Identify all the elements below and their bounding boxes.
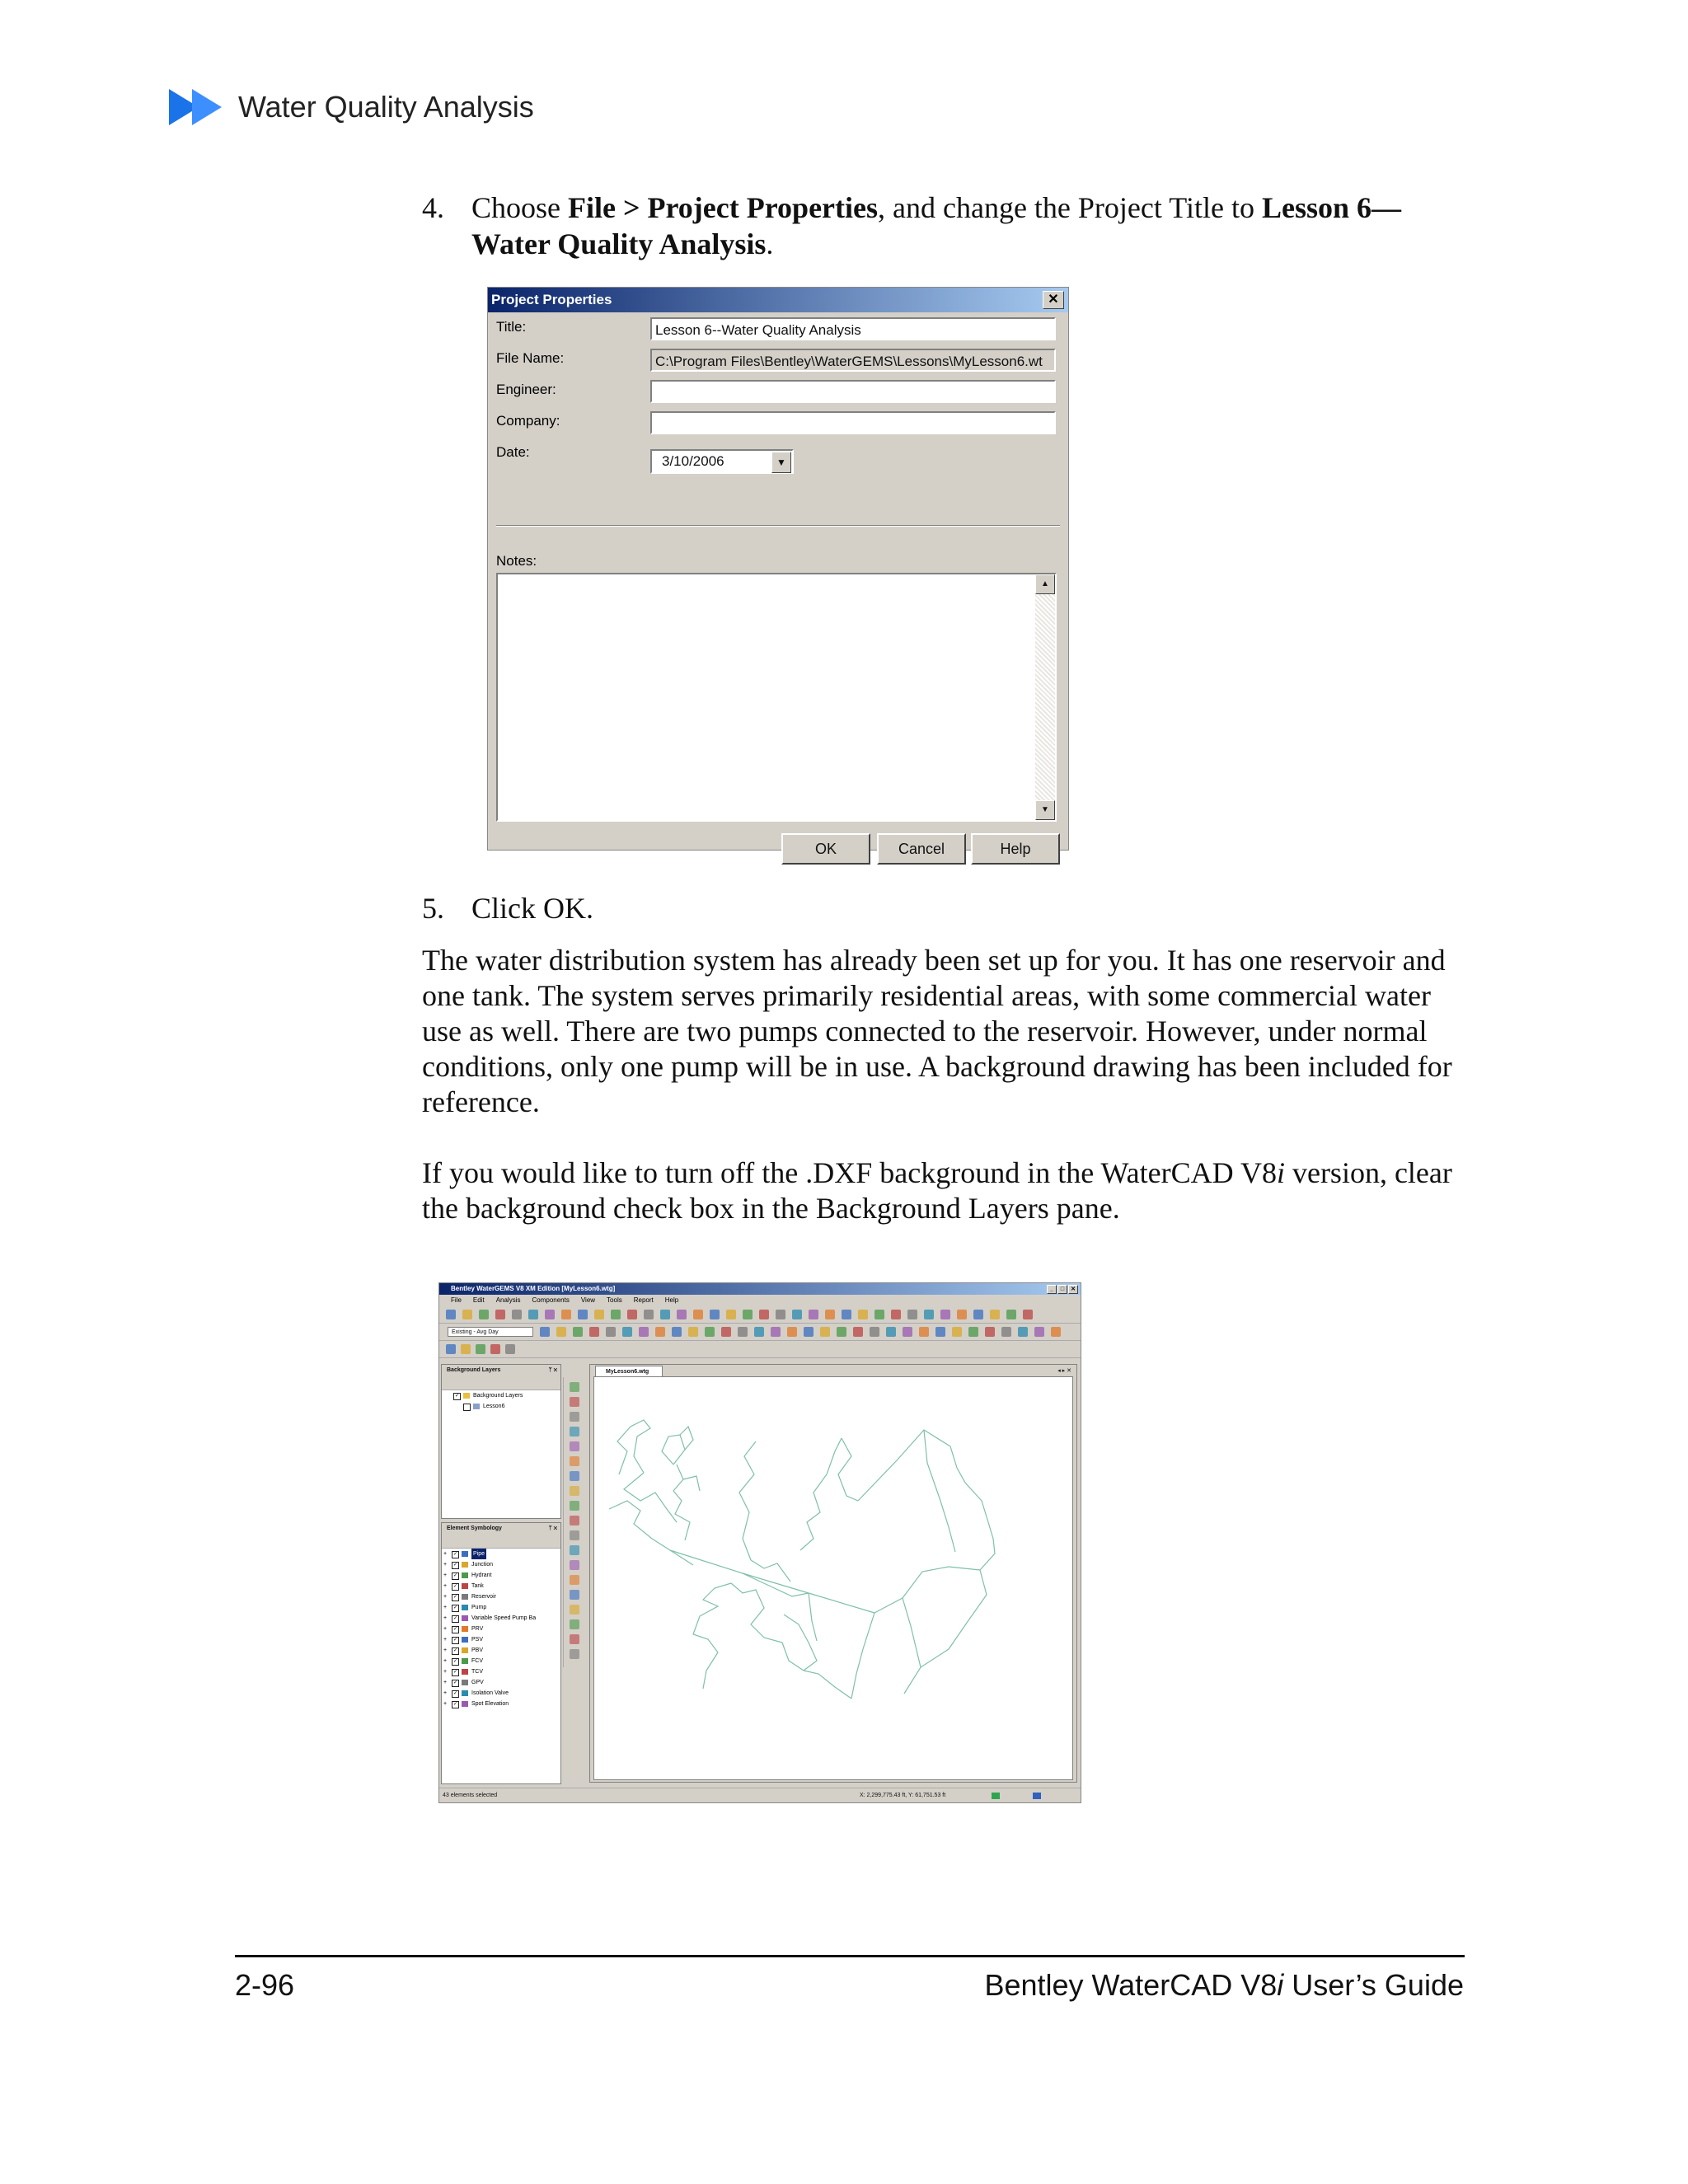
toolbar-button-icon[interactable] [688, 1327, 698, 1337]
symbology-item[interactable] [442, 1602, 560, 1613]
cancel-button[interactable]: Cancel [877, 833, 966, 865]
date-picker[interactable] [650, 449, 794, 474]
step-text-part: , and change the Project Title to [878, 191, 1262, 224]
checkbox[interactable]: ✓ [452, 1552, 458, 1557]
toolbar-button-icon[interactable] [545, 1310, 555, 1319]
guide-title-italic: i [1277, 1968, 1284, 2002]
expand-icon[interactable]: + [443, 1669, 448, 1675]
expand-icon[interactable]: + [443, 1701, 448, 1707]
menu-item-analysis[interactable]: Analysis [495, 1296, 521, 1304]
symbology-label: Isolation Valve [471, 1690, 509, 1696]
toolbar-button-icon[interactable] [556, 1327, 566, 1337]
menu-item-file[interactable]: File [451, 1296, 462, 1304]
pane-header [442, 1523, 560, 1535]
folder-icon [463, 1393, 470, 1399]
expand-icon[interactable]: + [443, 1680, 448, 1685]
scenario-select[interactable]: Existing - Avg Day [448, 1327, 533, 1337]
paragraph-italic: i [1276, 1156, 1285, 1189]
toolbar-button-icon[interactable] [919, 1327, 929, 1337]
expand-icon[interactable]: + [443, 1626, 448, 1632]
layout-tool-icon[interactable] [570, 1575, 579, 1585]
pin-close-icon[interactable]: ᛘ ✕ [548, 1526, 557, 1531]
symbology-label: PRV [471, 1626, 484, 1632]
layout-tool-icon[interactable] [570, 1605, 579, 1615]
toolbar-button-icon[interactable] [891, 1310, 901, 1319]
pipe-segment [662, 1435, 685, 1465]
project-title-value: Lesson 6—Water Quality Analysis [471, 191, 1401, 260]
pipe-segment [874, 1567, 980, 1613]
step-text [471, 190, 1477, 262]
checkbox[interactable]: ✓ [452, 1627, 458, 1632]
toolbar-button-icon[interactable] [495, 1310, 505, 1319]
footer-rule [235, 1955, 1465, 1957]
status-selection: 43 elements selected [443, 1793, 498, 1798]
pipe-segment [751, 1560, 790, 1582]
tree-label: Background Layers [473, 1393, 523, 1399]
symbology-label: Hydrant [471, 1572, 492, 1578]
step-number: 5. [422, 892, 444, 925]
title-field[interactable]: Lesson 6--Water Quality Analysis [650, 317, 1056, 340]
pipe-segment [903, 1598, 921, 1667]
symbology-label: Reservoir [471, 1594, 496, 1600]
toolbar-button-icon[interactable] [594, 1310, 604, 1319]
page-header [169, 87, 534, 128]
notes-scrollbar[interactable] [1035, 574, 1055, 820]
guide-title [984, 1968, 1464, 2003]
chevron-down-icon[interactable]: ▼ [771, 452, 791, 473]
toolbar-button-icon[interactable] [693, 1310, 703, 1319]
symbology-label: Variable Speed Pump Ba [471, 1615, 537, 1621]
checkbox[interactable]: ✓ [452, 1616, 458, 1621]
engineer-label: Engineer: [496, 382, 556, 397]
document-nav[interactable]: ◂ ▸ ✕ [1057, 1368, 1071, 1374]
expand-icon[interactable]: + [443, 1572, 448, 1578]
toolbar-button-icon[interactable] [907, 1310, 917, 1319]
checkbox[interactable]: ✓ [452, 1638, 458, 1643]
minimize-icon[interactable]: _ [1047, 1285, 1057, 1294]
element-type-icon [462, 1562, 468, 1568]
toolbar-button-icon[interactable] [1023, 1310, 1033, 1319]
checkbox[interactable]: ✓ [452, 1680, 458, 1685]
menu-bar [439, 1295, 1081, 1306]
toolbar-button-icon[interactable] [672, 1327, 682, 1337]
checkbox[interactable]: ✓ [452, 1648, 458, 1653]
expand-icon[interactable]: + [443, 1583, 448, 1589]
tree-label: Lesson6 [483, 1404, 505, 1409]
toolbar-button-icon[interactable] [589, 1327, 599, 1337]
toolbar-button-icon[interactable] [1034, 1327, 1044, 1337]
toolbar-button-icon[interactable] [578, 1310, 588, 1319]
element-type-icon [462, 1572, 468, 1578]
notes-textarea[interactable] [496, 573, 1057, 822]
checkbox[interactable]: ✓ [452, 1573, 458, 1578]
layout-tool-icon[interactable] [570, 1427, 579, 1436]
body-paragraph: The water distribution system has already been set up for you. It has one reservoir and one tank. The system serves primarily residential areas, with some commercial water use as well. There are two pumps connected to the reservoir. However, under normal conditions, only one pump will be in use. A background drawing has been included for reference. [422, 944, 1452, 1118]
close-button[interactable]: ✕ [1043, 291, 1064, 309]
element-type-icon [462, 1637, 468, 1643]
toolbar-button-icon[interactable] [606, 1327, 616, 1337]
menu-item-edit[interactable]: Edit [472, 1296, 485, 1304]
pane-header [442, 1365, 560, 1376]
toolbar-button-icon[interactable] [842, 1310, 851, 1319]
pipe-segment [670, 1550, 874, 1613]
symbology-list [442, 1549, 560, 1709]
toolbar-button-icon[interactable] [644, 1310, 654, 1319]
layout-tool-icon[interactable] [570, 1397, 579, 1407]
toolbar-button-icon[interactable] [825, 1310, 835, 1319]
symbology-item[interactable] [442, 1559, 560, 1570]
element-symbology-pane [441, 1522, 561, 1784]
toolbar-button-icon[interactable] [973, 1310, 983, 1319]
pipe-segment [838, 1438, 858, 1501]
body-paragraph-background [422, 1155, 1469, 1226]
symbology-item[interactable] [442, 1570, 560, 1581]
toolbar-button-icon[interactable] [886, 1327, 896, 1337]
toolbar-button-icon[interactable] [639, 1327, 649, 1337]
checkbox[interactable]: ✓ [452, 1605, 458, 1610]
page-number: 2-96 [235, 1968, 295, 2002]
company-field[interactable] [650, 411, 1056, 434]
toolbar-button-icon[interactable] [660, 1310, 670, 1319]
toolbar-button-icon[interactable] [870, 1327, 879, 1337]
toolbar-2 [439, 1324, 1081, 1341]
pane-toolbar [442, 1535, 560, 1549]
pipe-segment [851, 1613, 874, 1699]
expand-icon[interactable]: + [443, 1562, 448, 1568]
element-type-icon [462, 1594, 468, 1600]
toolbar-button-icon[interactable] [990, 1310, 1000, 1319]
toolbar-button-icon[interactable] [1006, 1310, 1016, 1319]
pane-title: Element Symbology [447, 1526, 502, 1531]
layout-tool-icon[interactable] [570, 1560, 579, 1570]
element-type-icon [462, 1626, 468, 1632]
toolbar-button-icon[interactable] [940, 1310, 950, 1319]
background-layers-pane [441, 1364, 561, 1519]
checkbox[interactable] [463, 1404, 471, 1411]
element-type-icon [462, 1605, 468, 1610]
layout-tool-icon[interactable] [570, 1619, 579, 1629]
double-chevron-icon [169, 89, 223, 125]
toolbar-button-icon[interactable] [446, 1344, 456, 1354]
layout-tool-icon[interactable] [570, 1634, 579, 1644]
toolbar-button-icon[interactable] [776, 1310, 785, 1319]
layout-tool-icon[interactable] [570, 1441, 579, 1451]
toolbar-button-icon[interactable] [743, 1310, 753, 1319]
pipe-network [609, 1420, 995, 1699]
symbology-label: Pipe [471, 1549, 486, 1559]
date-label: Date: [496, 444, 530, 460]
pin-close-icon[interactable]: ᛘ ✕ [548, 1367, 557, 1373]
file-name-label: File Name: [496, 350, 565, 366]
section-title: Water Quality Analysis [238, 90, 534, 124]
element-type-icon [462, 1583, 468, 1589]
step-number: 4. [422, 191, 444, 224]
toolbar-button-icon[interactable] [985, 1327, 995, 1337]
toolbar-1 [439, 1306, 1081, 1324]
dialog-title: Project Properties [491, 292, 612, 307]
title-label: Title: [496, 319, 527, 335]
layout-tool-icon[interactable] [570, 1382, 579, 1392]
toolbar-button-icon[interactable] [561, 1310, 571, 1319]
element-type-icon [462, 1615, 468, 1621]
layer-icon [473, 1404, 480, 1409]
dialog-titlebar [488, 288, 1068, 312]
toolbar-button-icon[interactable] [759, 1310, 769, 1319]
toolbar-button-icon[interactable] [655, 1327, 665, 1337]
symbology-item[interactable] [442, 1581, 560, 1591]
element-type-icon [462, 1690, 468, 1696]
project-properties-dialog [487, 287, 1069, 857]
toolbar-button-icon[interactable] [627, 1310, 637, 1319]
toolbar-button-icon[interactable] [837, 1327, 846, 1337]
symbology-label: Tank [471, 1583, 484, 1589]
pipe-segment [809, 1593, 817, 1641]
checkbox[interactable]: ✓ [452, 1563, 458, 1568]
layout-tool-icon[interactable] [570, 1486, 579, 1496]
toolbar-button-icon[interactable] [1018, 1327, 1028, 1337]
menu-item-view[interactable]: View [580, 1296, 596, 1304]
expand-icon[interactable]: + [443, 1551, 448, 1557]
toolbar-button-icon[interactable] [792, 1310, 802, 1319]
layout-toolbar [563, 1377, 585, 1667]
toolbar-button-icon[interactable] [705, 1327, 715, 1337]
app-titlebar [439, 1283, 1081, 1295]
expand-icon[interactable]: + [443, 1647, 448, 1653]
engineer-field[interactable] [650, 380, 1056, 403]
toolbar-button-icon[interactable] [853, 1327, 863, 1337]
pipe-segment [800, 1438, 842, 1550]
element-type-icon [462, 1647, 468, 1653]
pipe-segment [683, 1476, 700, 1491]
toolbar-button-icon[interactable] [858, 1310, 868, 1319]
symbology-item[interactable] [442, 1677, 560, 1688]
toolbar-button-icon[interactable] [903, 1327, 912, 1337]
window-controls [1047, 1285, 1078, 1294]
menu-path: File > Project Properties [568, 191, 879, 224]
menu-item-report[interactable]: Report [633, 1296, 654, 1304]
pipe-segment [693, 1583, 731, 1689]
symbology-label: Spot Elevation [471, 1701, 509, 1707]
symbology-label: Pump [471, 1605, 487, 1610]
symbology-label: Junction [471, 1562, 494, 1568]
pipe-segment [739, 1441, 756, 1560]
symbology-item[interactable] [442, 1634, 560, 1645]
toolbar-button-icon[interactable] [1051, 1327, 1061, 1337]
symbology-label: TCV [471, 1669, 483, 1675]
toolbar-button-icon[interactable] [476, 1344, 485, 1354]
layout-tool-icon[interactable] [570, 1590, 579, 1600]
toolbar-3 [439, 1341, 1081, 1358]
guide-title-text: User’s Guide [1283, 1968, 1464, 2002]
symbology-item[interactable] [442, 1613, 560, 1624]
maximize-icon[interactable]: □ [1057, 1285, 1067, 1294]
document-tab[interactable]: MyLesson6.wtg [595, 1366, 663, 1377]
symbology-label: PBV [471, 1647, 484, 1653]
toolbar-button-icon[interactable] [505, 1344, 515, 1354]
expand-icon[interactable]: + [443, 1690, 448, 1696]
watergems-screenshot [438, 1282, 1081, 1803]
toolbar-button-icon[interactable] [771, 1327, 781, 1337]
expand-icon[interactable]: + [443, 1605, 448, 1610]
symbology-item[interactable] [442, 1688, 560, 1699]
toolbar-button-icon[interactable] [968, 1327, 978, 1337]
symbology-item[interactable] [442, 1549, 560, 1559]
checkbox[interactable]: ✓ [452, 1659, 458, 1664]
expand-icon[interactable]: + [443, 1658, 448, 1664]
toolbar-button-icon[interactable] [540, 1327, 550, 1337]
step-text-part: Choose [471, 191, 568, 224]
symbology-item[interactable] [442, 1656, 560, 1666]
close-icon[interactable]: ✕ [1068, 1285, 1078, 1294]
symbology-item[interactable] [442, 1666, 560, 1677]
toolbar-button-icon[interactable] [924, 1310, 934, 1319]
checkbox[interactable]: ✓ [454, 1394, 460, 1399]
toolbar-button-icon[interactable] [710, 1310, 720, 1319]
toolbar-button-icon[interactable] [935, 1327, 945, 1337]
toolbar-button-icon[interactable] [809, 1310, 818, 1319]
network-drawing[interactable] [593, 1376, 1073, 1780]
menu-item-components[interactable]: Components [532, 1296, 570, 1304]
symbology-item[interactable] [442, 1699, 560, 1709]
toolbar-button-icon[interactable] [787, 1327, 797, 1337]
expand-icon[interactable]: + [443, 1594, 448, 1600]
symbology-label: PSV [471, 1637, 484, 1643]
toolbar-button-icon[interactable] [528, 1310, 538, 1319]
element-type-icon [462, 1669, 468, 1675]
symbology-item[interactable] [442, 1645, 560, 1656]
checkbox[interactable]: ✓ [452, 1691, 458, 1696]
guide-title-text: Bentley WaterCAD V8 [984, 1968, 1278, 2002]
status-bar [439, 1788, 1081, 1803]
toolbar-button-icon[interactable] [677, 1310, 687, 1319]
element-type-icon [462, 1680, 468, 1685]
step-text-part: . [766, 227, 774, 260]
checkbox[interactable]: ✓ [452, 1584, 458, 1589]
pipe-segment [804, 1671, 851, 1699]
symbology-label: GPV [471, 1680, 484, 1685]
expand-icon[interactable]: + [443, 1637, 448, 1643]
toolbar-button-icon[interactable] [754, 1327, 764, 1337]
tree-item-lesson6[interactable] [442, 1401, 560, 1412]
pipe-segment [680, 1427, 693, 1450]
step-text: Click OK. [471, 892, 593, 925]
toolbar-button-icon[interactable] [462, 1310, 472, 1319]
date-value: 3/10/2006 [662, 453, 724, 469]
symbology-label: FCV [471, 1658, 483, 1664]
pipe-segment [609, 1501, 693, 1565]
element-type-icon [462, 1551, 468, 1557]
paragraph-text: version, clear the background check box in the Background Layers pane. [422, 1156, 1452, 1225]
toolbar-button-icon[interactable] [490, 1344, 500, 1354]
toolbar-button-icon[interactable] [721, 1327, 731, 1337]
toolbar-button-icon[interactable] [804, 1327, 814, 1337]
layout-tool-icon[interactable] [570, 1471, 579, 1481]
layout-tool-icon[interactable] [570, 1501, 579, 1511]
checkbox[interactable]: ✓ [452, 1702, 458, 1707]
scroll-up-icon[interactable]: ▲ [1035, 574, 1055, 594]
drawing-window [589, 1364, 1077, 1783]
ok-button[interactable]: OK [781, 833, 870, 865]
menu-item-help[interactable]: Help [664, 1296, 679, 1304]
app-title: Bentley WaterGEMS V8 XM Edition [MyLesson6.wtg] [451, 1285, 616, 1292]
status-coordinates: X: 2,299,775.43 ft, Y: 61,751.53 ft [860, 1793, 946, 1798]
status-icon [992, 1793, 1000, 1799]
layout-tool-icon[interactable] [570, 1516, 579, 1526]
element-type-icon [462, 1658, 468, 1664]
pipe-segment [617, 1420, 650, 1474]
file-name-field: C:\Program Files\Bentley\WaterGEMS\Lessons\MyLesson6.wt [650, 349, 1056, 372]
symbology-item[interactable] [442, 1624, 560, 1634]
help-button[interactable]: Help [971, 833, 1060, 865]
layout-tool-icon[interactable] [570, 1530, 579, 1540]
element-type-icon [462, 1701, 468, 1707]
dialog-body [488, 312, 1068, 857]
company-label: Company: [496, 413, 560, 429]
layout-tool-icon[interactable] [570, 1412, 579, 1422]
scroll-down-icon[interactable]: ▼ [1035, 800, 1055, 820]
pipe-segment [673, 1465, 690, 1540]
checkbox[interactable]: ✓ [452, 1595, 458, 1600]
toolbar-button-icon[interactable] [479, 1310, 489, 1319]
notes-label: Notes: [496, 553, 537, 569]
tree-item-background-layers[interactable] [442, 1390, 560, 1401]
layout-tool-icon[interactable] [570, 1456, 579, 1466]
toolbar-button-icon[interactable] [820, 1327, 830, 1337]
toolbar-button-icon[interactable] [573, 1327, 583, 1337]
toolbar-button-icon[interactable] [1001, 1327, 1011, 1337]
divider [496, 525, 1060, 527]
toolbar-button-icon[interactable] [611, 1310, 621, 1319]
toolbar-button-icon[interactable] [957, 1310, 967, 1319]
symbology-item[interactable] [442, 1591, 560, 1602]
toolbar-button-icon[interactable] [874, 1310, 884, 1319]
toolbar-button-icon[interactable] [446, 1310, 456, 1319]
toolbar-button-icon[interactable] [622, 1327, 632, 1337]
layout-tool-icon[interactable] [570, 1545, 579, 1555]
save-icon [1033, 1793, 1041, 1799]
pipe-segment [904, 1539, 995, 1694]
expand-icon[interactable]: + [443, 1615, 448, 1621]
checkbox[interactable]: ✓ [452, 1670, 458, 1675]
toolbar-button-icon[interactable] [726, 1310, 736, 1319]
paragraph-text: If you would like to turn off the .DXF background in the WaterCAD V8 [422, 1156, 1277, 1189]
toolbar-button-icon[interactable] [512, 1310, 522, 1319]
layout-tool-icon[interactable] [570, 1649, 579, 1659]
toolbar-button-icon[interactable] [461, 1344, 471, 1354]
toolbar-button-icon[interactable] [738, 1327, 748, 1337]
toolbar-button-icon[interactable] [952, 1327, 962, 1337]
menu-item-tools[interactable]: Tools [607, 1296, 622, 1304]
network-map [594, 1377, 1072, 1779]
pane-toolbar [442, 1376, 560, 1390]
pipe-segment [624, 1473, 677, 1522]
pane-title: Background Layers [447, 1367, 501, 1373]
